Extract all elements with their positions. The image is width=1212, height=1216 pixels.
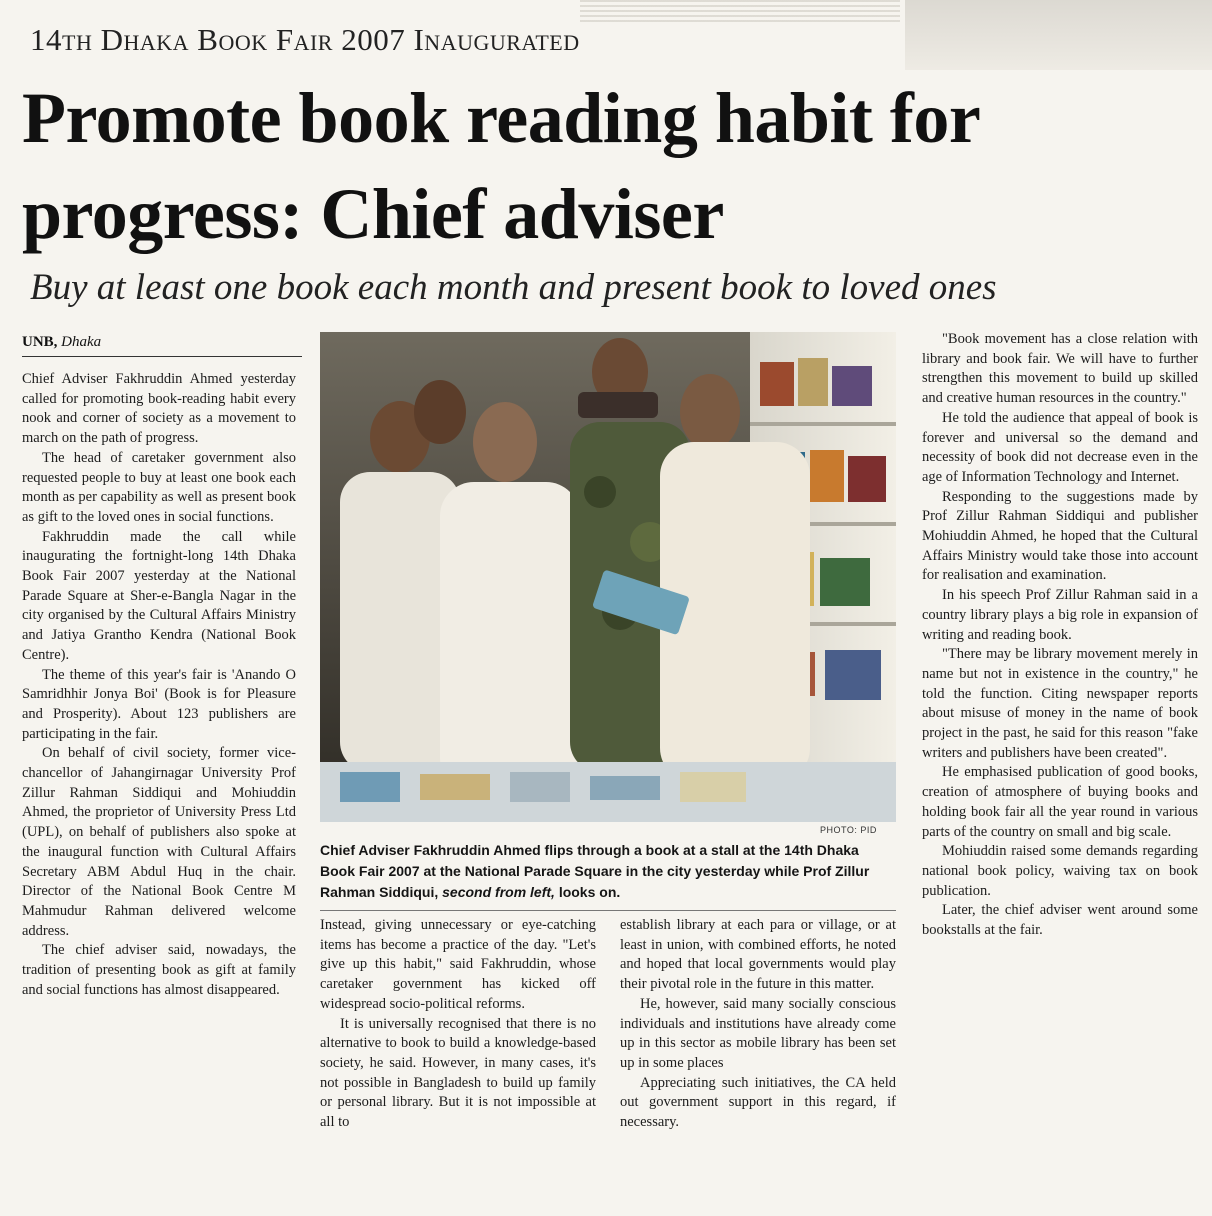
byline-rule — [22, 356, 302, 357]
paragraph: Appreciating such initiatives, the CA held out government support in this regard, if necessary. — [620, 1074, 896, 1131]
paragraph: It is universally recognised that there is no alternative to book to build a knowledge-based society, he said. However, in many cases, it's not possible in Bangladesh to build up family or personal library. But it is not impossible at all to — [320, 1015, 596, 1131]
headline-line-2: progress: Chief adviser — [22, 174, 724, 254]
byline: UNB, Dhaka — [22, 334, 102, 350]
article-kicker: 14th Dhaka Book Fair 2007 Inaugurated — [30, 22, 580, 57]
photo-credit: PHOTO: PID — [820, 825, 877, 835]
caption-rule — [320, 910, 896, 911]
paragraph: Chief Adviser Fakhruddin Ahmed yesterday called for promoting book-reading habit every nook and corner of society as a movement to march on the path of progress. — [22, 371, 296, 447]
byline-place: Dhaka — [61, 334, 102, 350]
headline-line-1: Promote book reading habit for — [22, 78, 981, 158]
caption-italic: second from left, — [442, 884, 555, 900]
article-column-4 — [620, 916, 896, 1206]
paragraph: The chief adviser said, nowadays, the tradition of presenting book as gift at family and social functions has almost disappeared. — [22, 942, 296, 998]
paragraph: He told the audience that appeal of book is forever and universal so the demand and necessity of book did not decrease even in the age of Information Technology and Internet. — [922, 409, 1198, 485]
article-deck: Buy at least one book each month and present book to loved ones — [30, 267, 997, 308]
paragraph: The theme of this year's fair is 'Anando O Samridhhir Jonya Boi' (Book is for Pleasure and Prosperity). About 123 publishers are participating in the fair. — [22, 666, 296, 742]
paragraph: On behalf of civil society, former vice-chancellor of Jahangirnagar University Prof Zillur Rahman Siddiqui and Mohiuddin Ahmed, the proprietor of University Press Ltd (UPL), on behalf of publishers also spoke at the inaugural function with Cultural Affairs Secretary ABM Abdul Huq in the chair. Director of the National Book Centre M Mahmudur Rahman delivered welcome address. — [22, 745, 296, 939]
paragraph: The head of caretaker government also requested people to buy at least one book each month as per capability as well as present book as gift to the loved ones in social functions. — [22, 449, 296, 525]
photo-illustration — [320, 332, 896, 822]
paragraph: Fakhruddin made the call while inaugurating the fortnight-long 14th Dhaka Book Fair 2007 yesterday at the National Parade Square at Sher-e-Bangla Nagar in the city organised by the Cultural Affairs Ministry and Jatiya Grantho Kendra (National Book Centre). — [22, 528, 296, 663]
paragraph: "Book movement has a close relation with library and book fair. We will have to further strengthen this movement to build up skilled and creative human resources in the country." — [922, 331, 1198, 407]
paragraph: In his speech Prof Zillur Rahman said in a country library plays a big role in expansion of writing and reading book. — [922, 587, 1198, 643]
paragraph: "There may be library movement merely in name but not in existence in the country," he told the function. Citing newspaper reports about misuse of money in the name of book project in the past, he said for this reason "fake writers and publishers have been created". — [922, 646, 1198, 761]
article-column-3 — [320, 916, 596, 1206]
adjacent-text-fragment — [580, 0, 900, 22]
article-column-1 — [22, 370, 296, 1204]
paragraph: Later, the chief adviser went around some bookstalls at the fair. — [922, 902, 1198, 939]
news-photo — [320, 332, 896, 822]
paragraph: He emphasised publication of good books, creation of atmosphere of buying books and holding book fair all the year round in various parts of the country on small and big scale. — [922, 764, 1198, 840]
byline-agency: UNB — [22, 334, 54, 350]
paragraph: establish library at each para or village, or at least in union, with combined efforts, he noted and hoped that local governments would play their pivotal role in the future in this matter. — [620, 917, 896, 993]
adjacent-article-fragment — [905, 0, 1212, 70]
caption-main: Chief Adviser Fakhruddin Ahmed flips through a book at a stall at the 14th Dhaka Book Fair 2007 at the National Parade Square in the city yesterday while Prof Zillur Rahman Siddiqui, — [320, 842, 870, 900]
paragraph: Instead, giving unnecessary or eye-catching items has become a practice of the day. "Let's give up this habit," said Fakhruddin, whose caretaker government has kicked off widespread socio-political reforms. — [320, 917, 596, 1012]
caption-end: looks on. — [558, 884, 621, 900]
paragraph: He, however, said many socially conscious individuals and institutions have already come up in this sector as mobile library has been set up in some places — [620, 995, 896, 1071]
photo-caption — [320, 840, 896, 903]
article-headline — [22, 70, 1207, 262]
paragraph: Mohiuddin raised some demands regarding national book policy, waiving tax on book publication. — [922, 843, 1198, 899]
article-column-5 — [922, 330, 1198, 1206]
paragraph: Responding to the suggestions made by Prof Zillur Rahman Siddiqui and publisher Mohiuddin Ahmed, he hoped that the Cultural Affairs Ministry would take those into account for realisation and examination. — [922, 488, 1198, 584]
